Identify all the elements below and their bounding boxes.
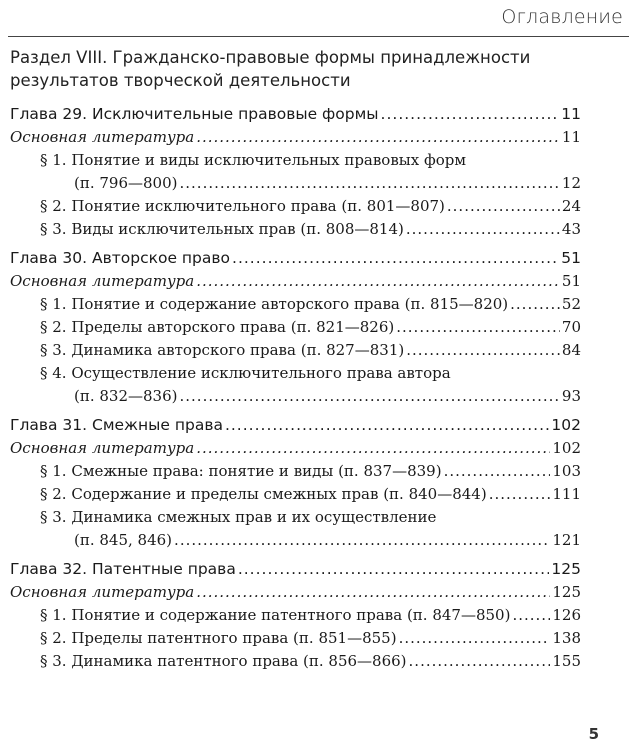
paragraph-entry-label: § 2. Пределы патентного права (п. 851—855) [40, 629, 397, 647]
paragraph-entry-page: 93 [561, 387, 581, 405]
paragraph-entry-label: § 3. Динамика патентного права (п. 856—866) [40, 652, 407, 670]
paragraph-entry [10, 172, 581, 195]
literature-entry [10, 126, 581, 149]
paragraph-entry [10, 460, 581, 483]
paragraph-entry-page: 121 [552, 531, 581, 549]
paragraph-entry-label: § 1. Понятие и содержание патентного права (п. 847—850) [40, 606, 511, 624]
chapter-entry-label: Глава 31. Смежные права [10, 416, 223, 434]
chapter-entry [10, 247, 581, 270]
chapter-block [10, 103, 581, 241]
literature-entry-page: 51 [561, 272, 581, 290]
paragraph-entry [10, 195, 581, 218]
paragraph-entry-line1: § 3. Динамика смежных прав и их осуществление [40, 508, 437, 526]
dot-leader [510, 293, 560, 316]
literature-entry-label: Основная литература [10, 583, 195, 601]
dot-leader [447, 195, 560, 218]
dot-leader [196, 437, 550, 460]
paragraph-entry-label: (п. 796—800) [74, 174, 178, 192]
paragraph-entry [10, 483, 581, 506]
dot-leader [406, 218, 560, 241]
literature-entry-page: 102 [552, 439, 581, 457]
paragraph-entry [10, 627, 581, 650]
dot-leader [444, 460, 551, 483]
dot-leader [180, 385, 560, 408]
paragraph-entry-label: (п. 845, 846) [74, 531, 173, 549]
page-header-title: Оглавление [501, 6, 623, 28]
dot-leader [196, 126, 560, 149]
literature-entry-page: 125 [552, 583, 581, 601]
chapter-list [10, 103, 581, 673]
dot-leader [174, 529, 550, 552]
literature-entry [10, 270, 581, 293]
chapter-entry-label: Глава 32. Патентные права [10, 560, 236, 578]
literature-entry [10, 581, 581, 604]
paragraph-entry [10, 316, 581, 339]
section-title: Раздел VIII. Гражданско-правовые формы принадлежности результатов творческой деятельности [10, 48, 531, 90]
dot-leader [196, 270, 560, 293]
paragraph-entry-page: 103 [552, 462, 581, 480]
paragraph-entry-page: 52 [561, 295, 581, 313]
literature-entry-label: Основная литература [10, 272, 195, 290]
paragraph-entry-label: § 2. Понятие исключительного права (п. 801—807) [40, 197, 445, 215]
paragraph-entry-page: 126 [552, 606, 581, 624]
dot-leader [196, 581, 550, 604]
chapter-entry [10, 558, 581, 581]
paragraph-entry-label: § 2. Пределы авторского права (п. 821—826) [40, 318, 395, 336]
literature-entry-label: Основная литература [10, 439, 195, 457]
chapter-entry-label: Глава 30. Авторское право [10, 249, 231, 267]
chapter-entry-page: 11 [561, 105, 581, 123]
dot-leader [409, 650, 551, 673]
paragraph-entry-label: § 1. Понятие и содержание авторского права (п. 815—820) [40, 295, 509, 313]
literature-entry [10, 437, 581, 460]
paragraph-entry-page: 138 [552, 629, 581, 647]
literature-entry-label: Основная литература [10, 128, 195, 146]
paragraph-entry-line1: § 4. Осуществление исключительного права автора [40, 364, 451, 382]
paragraph-entry-label: § 2. Содержание и пределы смежных прав (п. 840—844) [40, 485, 487, 503]
chapter-entry [10, 414, 581, 437]
paragraph-entry [10, 293, 581, 316]
paragraph-entry-page: 24 [561, 197, 581, 215]
chapter-entry-label: Глава 29. Исключительные правовые формы [10, 105, 379, 123]
paragraph-entry [10, 529, 581, 552]
paragraph-entry [10, 650, 581, 673]
paragraph-entry [10, 385, 581, 408]
table-of-contents [10, 46, 581, 673]
dot-leader [180, 172, 560, 195]
paragraph-entry-page: 70 [561, 318, 581, 336]
paragraph-entry [10, 339, 581, 362]
paragraph-entry-label: (п. 832—836) [74, 387, 178, 405]
dot-leader [238, 558, 550, 581]
paragraph-entry-page: 111 [552, 485, 581, 503]
dot-leader [396, 316, 560, 339]
literature-entry-page: 11 [561, 128, 581, 146]
chapter-block [10, 247, 581, 408]
chapter-block [10, 414, 581, 552]
chapter-entry [10, 103, 581, 126]
page-number: 5 [588, 725, 599, 743]
header-rule [8, 36, 629, 37]
dot-leader [381, 103, 560, 126]
paragraph-entry-page: 155 [552, 652, 581, 670]
dot-leader [399, 627, 551, 650]
dot-leader [232, 247, 559, 270]
dot-leader [489, 483, 551, 506]
chapter-entry-page: 51 [561, 249, 581, 267]
paragraph-entry [10, 218, 581, 241]
dot-leader [406, 339, 560, 362]
paragraph-entry-label: § 3. Динамика авторского права (п. 827—831) [40, 341, 405, 359]
paragraph-entry-page: 84 [561, 341, 581, 359]
paragraph-entry-page: 43 [561, 220, 581, 238]
paragraph-entry-label: § 3. Виды исключительных прав (п. 808—814) [40, 220, 404, 238]
chapter-entry-page: 125 [551, 560, 581, 578]
dot-leader [225, 414, 549, 437]
chapter-entry-page: 102 [551, 416, 581, 434]
paragraph-entry-line1: § 1. Понятие и виды исключительных правовых форм [40, 151, 466, 169]
chapter-block [10, 558, 581, 673]
dot-leader [512, 604, 550, 627]
paragraph-entry-label: § 1. Смежные права: понятие и виды (п. 837—839) [40, 462, 442, 480]
paragraph-entry [10, 604, 581, 627]
paragraph-entry-page: 12 [561, 174, 581, 192]
